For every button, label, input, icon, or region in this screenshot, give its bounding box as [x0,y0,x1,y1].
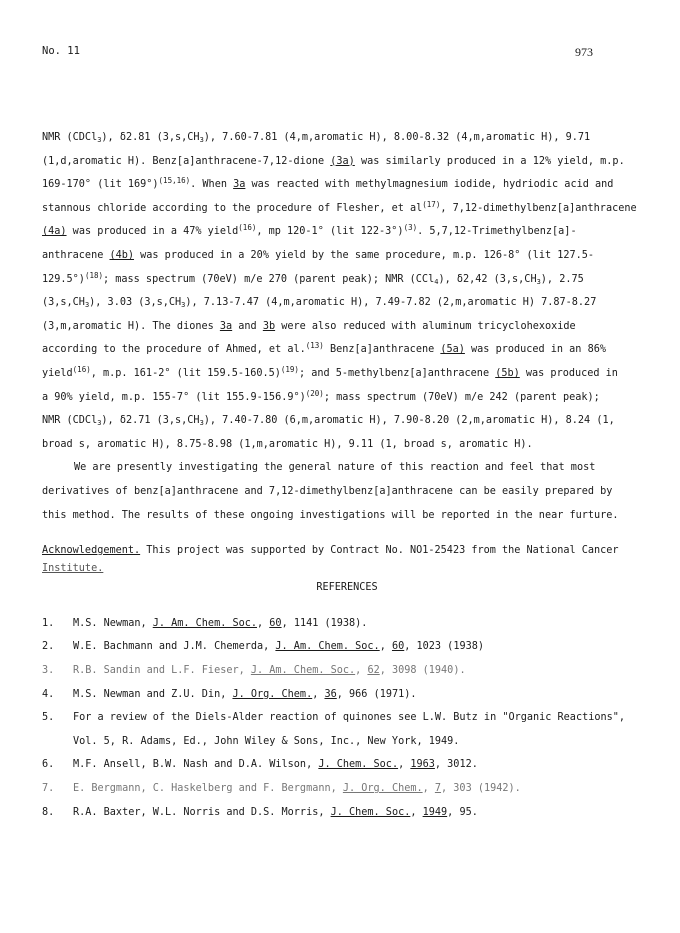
reference-item [42,801,642,825]
reference-text: For a review of the Diels-Alder reaction of quinones see L.W. Butz in "Organic Reactions", [73,712,626,724]
text-line: (3,m,aromatic H). The diones 3a and 3b were also reduced with aluminum tricyclohexoxide [42,320,576,332]
reference-number: 2. [42,641,55,653]
reference-text: R.A. Baxter, W.L. Norris and D.S. Morris, J. Chem. Soc., 1949, 95. [73,806,478,818]
reference-text: M.F. Ansell, B.W. Nash and D.A. Wilson, J. Chem. Soc., 1963, 3012. [73,759,478,771]
text-line: derivatives of benz[a]anthracene and 7,12-dimethylbenz[a]anthracene can be easily prepared by [42,485,613,497]
reference-text: R.B. Sandin and L.F. Fieser, J. Am. Chem. Soc., 62, 3098 (1940). [73,665,466,677]
text-line: 169-170° (lit 169°)$^{(15,16)}$. When 3a was reacted with methylmagnesium iodide, hydriodic acid and [42,176,614,191]
reference-number: 4. [42,688,55,700]
text-line: stannous chloride according to the procedure of Flesher, et $al^{(17)}$, 7,12-dimethylbenz[a]anthracene [42,199,637,214]
reference-number: 1. [42,617,55,629]
text-line: (4a) was produced in a 47% yield$^{(16)}$, mp 120-1° (lit 122-3°)$^{(3)}$. 5,7,12-Trimethylbenz[a]- [42,223,577,238]
reference-item [42,612,642,636]
text-line: NMR (CDCl$_3$), δ2.71 $(3,s,CH_3)$, 7.40-7.80 (6,m,aromatic H), 7.90-8.20 (2,m,aromatic H), 8.24 (1, [42,415,615,428]
text-line: NMR (CDCl$_3$), δ2.81 $(3,s,CH_3)$, 7.60-7.81 (4,m,aromatic H), 8.00-8.32 (4,m,aromatic H), 9.71 [42,132,591,144]
reference-text: E. Bergmann, C. Haskelberg and F. Bergmann, J. Org. Chem., 7, 303 (1942). [73,783,521,795]
acknowledgement: Acknowledgement. This project was supported by Contract No. NO1-25423 from the National Cancer [42,545,619,557]
reference-text: M.S. Newman, J. Am. Chem. Soc., 60, 1141 (1938). [73,617,368,629]
reference-number: 5. [42,712,55,724]
reference-item [42,635,642,659]
text-line: anthracene (4b) was produced in a 20% yield by the same procedure, m.p. 126-8° (lit 127.5- [42,249,595,261]
text-line: this method. The results of these ongoing investigations will be reported in the near furture. [42,509,619,521]
acknowledgement-label: Acknowledgement. [42,545,141,557]
text-line: We are presently investigating the general nature of this reaction and feel that most [74,462,596,474]
reference-continuation: Vol. 5, R. Adams, Ed., John Wiley & Sons, Inc., New York, 1949. [73,735,460,747]
reference-text: W.E. Bachmann and J.M. Chemerda, J. Am. Chem. Soc., 60, 1023 (1938) [73,641,484,653]
reference-list [42,612,642,824]
page-number: 973 [575,45,593,59]
reference-item [42,659,642,683]
reference-number: 7. [42,783,55,795]
reference-number: 3. [42,665,55,677]
text-line: yield$^{(16)}$, m.p. 161-2° (lit 159.5-160.5)$^{(19)}$; and 5-methylbenz[a]anthracene (5b) was produced in [42,364,618,379]
text-line: Institute. [42,562,104,574]
reference-item [42,777,642,801]
reference-item [42,753,642,777]
text-line: broad s, aromatic H), 8.75-8.98 (1,m,aromatic H), 9.11 (1, broad s, aromatic H). [42,438,533,450]
reference-item [42,706,642,730]
text-line: according to the procedure of Ahmed, et al.$^{(13)}$ Benz[a]anthracene (5a) was produced in an 86% [42,341,606,356]
text-line: 129.5°)$^{(18)}$; mass spectrum (70eV) m/e 270 (parent peak); NMR (CCl$_4$), δ2,42 $(3,s,CH_3)$, 2.75 [42,270,584,286]
reference-number: 6. [42,759,55,771]
article-body [42,126,642,824]
journal-issue: No. 11 [42,45,80,57]
references-heading: REFERENCES [316,582,378,594]
text-line: a 90% yield, m.p. 155-7° (lit 155.9-156.9°)$^{(20)}$; mass spectrum (70eV) m/e 242 (parent peak); [42,388,600,403]
reference-item [42,683,642,707]
text-line: $(3,s,CH_3)$, 3.03 $(3,s,CH_3)$, 7.13-7.47 (4,m,aromatic H), 7.49-7.82 (2,m,aromatic H) 7.87-8.27 [42,297,597,310]
reference-text: M.S. Newman and Z.U. Din, J. Org. Chem., 36, 966 (1971). [73,688,417,700]
reference-number: 8. [42,806,55,818]
text-line: (1,d,aromatic H). Benz[a]anthracene-7,12-dione (3a) was similarly produced in a 12% yield, m.p. [42,155,625,167]
